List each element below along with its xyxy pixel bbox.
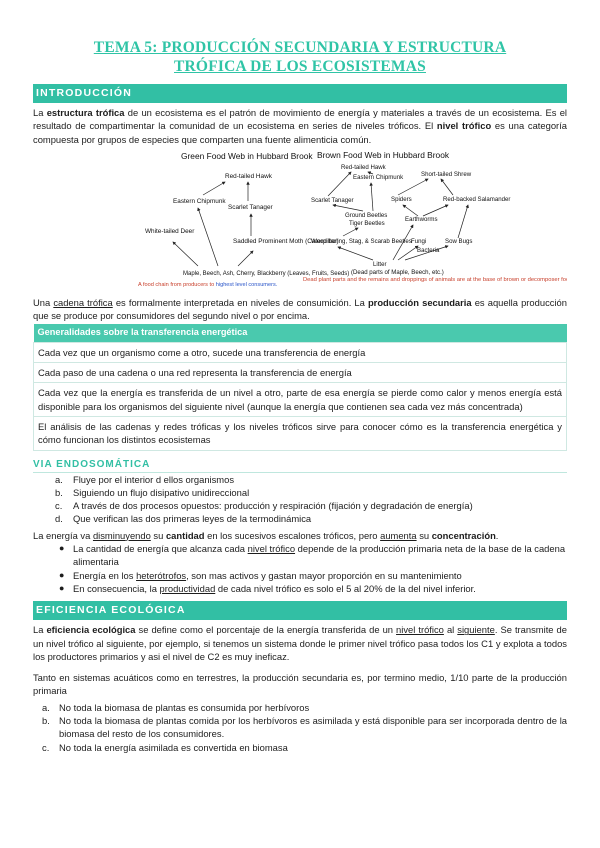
green-node-tanager: Scarlet Tanager [228, 203, 273, 211]
brown-node-ground-beetles: Ground Beetles [345, 211, 388, 219]
list-item: ● La cantidad de energía que alcanza cada nivel trófico depende de la producción primaria neta de la base de la cadena alimentaria [59, 543, 566, 568]
brown-node-litter: Litter [373, 260, 387, 268]
green-web [138, 151, 349, 288]
list-item: c. A través de dos procesos opuestos: producción y respiración (fijación y degradación de energía) [55, 500, 473, 512]
table-header: Generalidades sobre la transferencia energética [34, 324, 567, 342]
green-web-title: Green Food Web in Hubbard Brook [181, 150, 313, 161]
food-web-figure [33, 148, 567, 288]
table-row: Cada vez que la energía es transferida de un nivel a otro, parte de esa energía se pierde como calor y menos energía está disponible para los organismos del siguiente nivel (aunque la energía que contienen sea cada vez más concentrada) [34, 383, 567, 417]
brown-node-bacteria: Bacteria [417, 246, 440, 254]
list-item: ● En consecuencia, la productividad de cada nivel trófico es solo el 5 al 20% de la del nivel inferior. [59, 582, 476, 594]
brown-node-wood-beetles: Wood boring, Stag, & Scarab Beetles [311, 237, 412, 245]
brown-node-spiders: Spiders [391, 195, 412, 203]
brown-node-chipmunk: Eastern Chipmunk [353, 173, 404, 181]
section-heading-via: VIA ENDOSOMÁTICA [33, 457, 567, 473]
produccion-paragraph: Tanto en sistemas acuáticos como en terrestres, la producción secundaria es, por termino medio, 1/10 parte de la producción primaria [33, 672, 567, 697]
green-node-deer: White-tailed Deer [145, 227, 195, 235]
brown-node-salamander: Red-backed Salamander [443, 195, 511, 203]
list-item: a. No toda la biomasa de plantas es consumida por herbívoros [42, 701, 310, 713]
section-heading-eficiencia: EFICIENCIA ECOLÓGICA [33, 601, 567, 620]
list-item: c. No toda la energía asimilada es convertida en biomasa [42, 741, 288, 753]
brown-node-litter-detail: (Dead parts of Maple, Beech, etc.) [351, 268, 444, 276]
brown-node-hawk: Red-tailed Hawk [341, 163, 386, 171]
transfer-table [33, 324, 567, 450]
table-row: Cada paso de una cadena o una red representa la transferencia de energía [34, 363, 567, 383]
green-node-producers: Maple, Beech, Ash, Cherry, Blackberry (Leaves, Fruits, Seeds) [183, 270, 350, 277]
brown-node-tiger-beetles: Tiger Beetles [349, 219, 385, 227]
table-row: Cada vez que un organismo come a otro, sucede una transferencia de energía [34, 342, 567, 362]
eficiencia-paragraph: La eficiencia ecológica se define como el porcentaje de la energía transferida de un nivel trófico al siguiente. Se transmite de un nivel trófico al siguiente, por ejemplo, si tenemos un sistema donde le primer nivel trófico pasa todos los C1 y explota a todos los productores primarios y asi el nivel de C2 es muy ineficaz. [33, 624, 567, 662]
list-item: ● Energía en los heterótrofos, son mas activos y gastan mayor proporción en su mantenimiento [59, 569, 462, 581]
table-row: El análisis de las cadenas y redes tróficas y los niveles tróficos sirve para conocer cómo es la transferencia energética y cómo funcionan los distintos ecosistemas [34, 416, 567, 450]
list-item: d. Que verifican las dos primeras leyes de la termodinámica [55, 513, 312, 525]
eficiencia-list [33, 701, 567, 754]
brown-node-fungi: Fungi [411, 237, 427, 245]
list-item: b. No toda la biomasa de plantas comida por los herbívoros es asimilada y está disponible para ser incorporada dentro de la biomasa del resto de los consumidores. [42, 715, 567, 740]
page-title: TEMA 5: PRODUCCIÓN SECUNDARIA Y ESTRUCTURA TRÓFICA DE LOS ECOSISTEMAS [93, 39, 507, 75]
list-item: b. Siguiendo un flujo disipativo unidireccional [55, 486, 250, 498]
green-web-caption: A food chain from producers to highest level consumers. [138, 281, 278, 288]
energy-paragraph: La energía va disminuyendo su cantidad en los sucesivos escalones tróficos, pero aumenta su concentración. [33, 529, 499, 541]
green-node-hawk: Red-tailed Hawk [225, 172, 272, 180]
brown-node-sow-bugs: Sow Bugs [445, 237, 473, 245]
document-page [33, 0, 567, 754]
brown-web-title: Brown Food Web in Hubbard Brook [317, 149, 450, 160]
list-item: a. Fluye por el interior d ellos organismos [55, 473, 235, 485]
brown-web-caption-line1: Dead plant parts and the remains and droppings of animals are at the base of brown or decomposer food webs. [303, 276, 567, 283]
section-heading-introduccion: INTRODUCCIÓN [33, 84, 567, 103]
via-list [33, 473, 567, 526]
brown-web [303, 150, 567, 283]
intro-paragraph: La estructura trófica de un ecosistema es el patrón de movimiento de energía y materiales a través de un ecosistema. Es el resultado de compartimentar la comunidad de un ecosistema en series de niveles tróficos. El nivel trófico es una categoría compuesta por grupos de especies que comparten una fuente alimenticia común. [33, 107, 567, 145]
brown-node-tanager: Scarlet Tanager [311, 196, 354, 204]
green-node-moth: Saddled Prominent Moth (Caterpillar) [233, 237, 339, 245]
green-node-chipmunk: Eastern Chipmunk [173, 197, 226, 205]
brown-node-shrew: Short-tailed Shrew [421, 170, 472, 178]
brown-node-earthworms: Earthworms [405, 215, 438, 223]
cadena-paragraph: Una cadena trófica es formalmente interpretada en niveles de consumición. La producción secundaria es aquella producción que se produce por consumidores del segundo nivel o por encima. [33, 296, 567, 322]
energy-bullets [33, 542, 567, 595]
food-web-svg [33, 148, 567, 288]
